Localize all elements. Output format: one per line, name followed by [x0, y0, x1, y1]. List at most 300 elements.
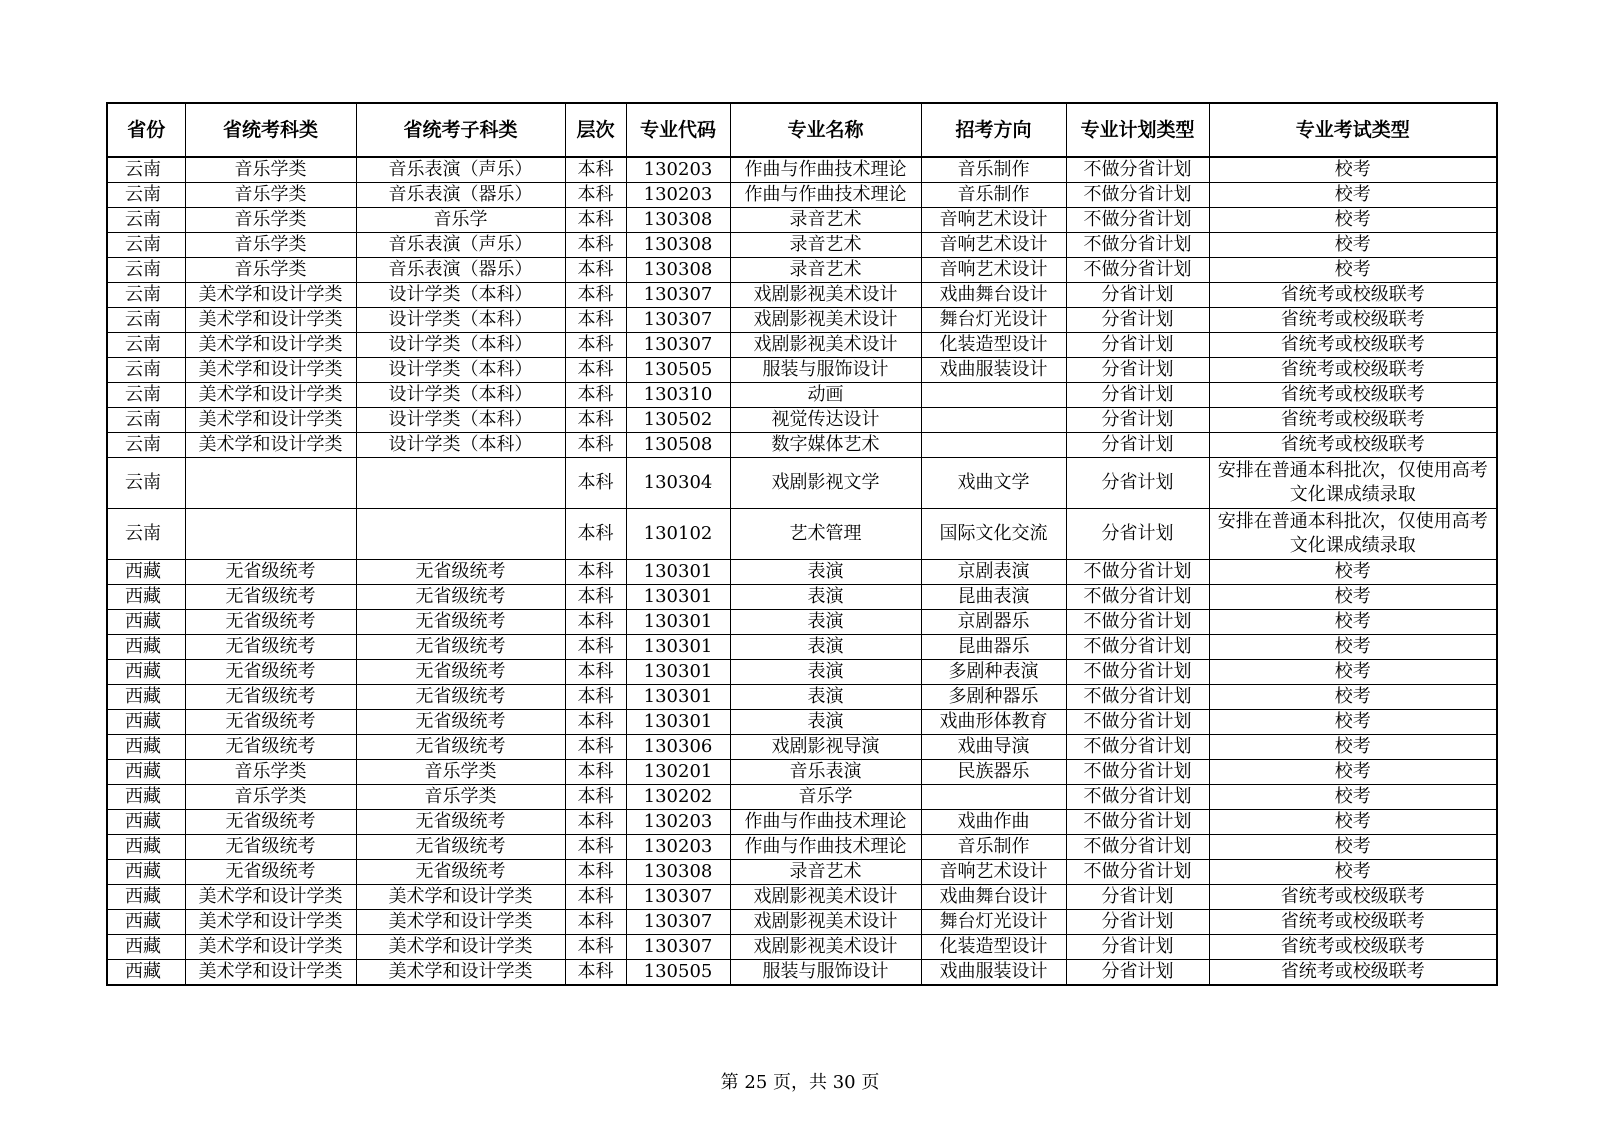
level-cell: 本科: [565, 157, 626, 183]
level-cell: 本科: [565, 433, 626, 458]
exam-subcategory-cell: 美术学和设计学类: [356, 885, 565, 910]
table-row: [107, 233, 1497, 258]
major-name-cell: 表演: [730, 560, 921, 585]
level-cell: 本科: [565, 358, 626, 383]
major-code-cell: 130201: [626, 760, 730, 785]
major-code-cell: 130308: [626, 233, 730, 258]
major-name-cell: 作曲与作曲技术理论: [730, 810, 921, 835]
level-cell: 本科: [565, 458, 626, 509]
direction-cell: 音响艺术设计: [921, 233, 1066, 258]
table-row: [107, 208, 1497, 233]
plan-type-cell: 不做分省计划: [1066, 585, 1209, 610]
table-row: [107, 960, 1497, 986]
exam-type-cell: 校考: [1209, 233, 1497, 258]
major-code-cell: 130301: [626, 710, 730, 735]
major-name-cell: 服装与服饰设计: [730, 358, 921, 383]
plan-type-cell: 不做分省计划: [1066, 810, 1209, 835]
exam-subcategory-cell: 音乐学类: [356, 785, 565, 810]
exam-type-cell: 安排在普通本科批次，仅使用高考文化课成绩录取: [1209, 458, 1497, 509]
plan-type-cell: 不做分省计划: [1066, 760, 1209, 785]
table-row: [107, 585, 1497, 610]
direction-cell: [921, 433, 1066, 458]
level-cell: 本科: [565, 935, 626, 960]
direction-cell: 民族器乐: [921, 760, 1066, 785]
plan-type-cell: 不做分省计划: [1066, 710, 1209, 735]
exam-category-cell: [185, 458, 356, 509]
direction-cell: 舞台灯光设计: [921, 308, 1066, 333]
major-name-cell: 数字媒体艺术: [730, 433, 921, 458]
province-cell: 云南: [107, 433, 185, 458]
plan-type-cell: 分省计划: [1066, 509, 1209, 560]
exam-type-cell: 校考: [1209, 860, 1497, 885]
major-code-cell: 130301: [626, 585, 730, 610]
exam-type-cell: 省统考或校级联考: [1209, 433, 1497, 458]
table-row: [107, 383, 1497, 408]
major-code-cell: 130301: [626, 560, 730, 585]
major-name-cell: 录音艺术: [730, 860, 921, 885]
exam-category-cell: 美术学和设计学类: [185, 910, 356, 935]
exam-type-cell: 校考: [1209, 635, 1497, 660]
direction-cell: 音乐制作: [921, 157, 1066, 183]
exam-subcategory-cell: 无省级统考: [356, 560, 565, 585]
exam-category-cell: 音乐学类: [185, 208, 356, 233]
province-cell: 云南: [107, 233, 185, 258]
major-code-cell: 130502: [626, 408, 730, 433]
exam-type-cell: 省统考或校级联考: [1209, 333, 1497, 358]
header-plan-type: 专业计划类型: [1066, 103, 1209, 157]
plan-type-cell: 不做分省计划: [1066, 233, 1209, 258]
level-cell: 本科: [565, 860, 626, 885]
province-cell: 云南: [107, 333, 185, 358]
direction-cell: 昆曲表演: [921, 585, 1066, 610]
exam-category-cell: 美术学和设计学类: [185, 333, 356, 358]
exam-category-cell: 无省级统考: [185, 685, 356, 710]
exam-category-cell: 无省级统考: [185, 660, 356, 685]
major-code-cell: 130301: [626, 610, 730, 635]
plan-type-cell: 不做分省计划: [1066, 610, 1209, 635]
level-cell: 本科: [565, 208, 626, 233]
major-name-cell: 戏剧影视美术设计: [730, 885, 921, 910]
level-cell: 本科: [565, 785, 626, 810]
major-code-cell: 130508: [626, 433, 730, 458]
exam-category-cell: 无省级统考: [185, 635, 356, 660]
table-header-row: [107, 103, 1497, 157]
direction-cell: 化装造型设计: [921, 333, 1066, 358]
level-cell: 本科: [565, 635, 626, 660]
plan-type-cell: 不做分省计划: [1066, 785, 1209, 810]
exam-type-cell: 省统考或校级联考: [1209, 960, 1497, 986]
exam-category-cell: 无省级统考: [185, 560, 356, 585]
major-code-cell: 130304: [626, 458, 730, 509]
table-row: [107, 283, 1497, 308]
level-cell: 本科: [565, 910, 626, 935]
major-name-cell: 服装与服饰设计: [730, 960, 921, 986]
exam-category-cell: 无省级统考: [185, 860, 356, 885]
level-cell: 本科: [565, 660, 626, 685]
plan-type-cell: 不做分省计划: [1066, 860, 1209, 885]
plan-type-cell: 分省计划: [1066, 433, 1209, 458]
table-row: [107, 735, 1497, 760]
exam-type-cell: 安排在普通本科批次，仅使用高考文化课成绩录取: [1209, 509, 1497, 560]
exam-subcategory-cell: 设计学类（本科）: [356, 333, 565, 358]
major-name-cell: 表演: [730, 685, 921, 710]
major-name-cell: 音乐学: [730, 785, 921, 810]
exam-subcategory-cell: 美术学和设计学类: [356, 935, 565, 960]
exam-category-cell: 美术学和设计学类: [185, 408, 356, 433]
plan-type-cell: 分省计划: [1066, 910, 1209, 935]
level-cell: 本科: [565, 333, 626, 358]
level-cell: 本科: [565, 283, 626, 308]
major-code-cell: 130308: [626, 860, 730, 885]
level-cell: 本科: [565, 585, 626, 610]
table-row: [107, 433, 1497, 458]
level-cell: 本科: [565, 509, 626, 560]
direction-cell: 化装造型设计: [921, 935, 1066, 960]
direction-cell: [921, 408, 1066, 433]
exam-subcategory-cell: 音乐表演（器乐）: [356, 258, 565, 283]
table-row: [107, 885, 1497, 910]
major-code-cell: 130307: [626, 910, 730, 935]
province-cell: 云南: [107, 157, 185, 183]
table-row: [107, 358, 1497, 383]
plan-type-cell: 不做分省计划: [1066, 635, 1209, 660]
direction-cell: 戏曲舞台设计: [921, 283, 1066, 308]
province-cell: 西藏: [107, 685, 185, 710]
exam-type-cell: 校考: [1209, 258, 1497, 283]
table-row: [107, 560, 1497, 585]
major-name-cell: 戏剧影视文学: [730, 458, 921, 509]
exam-subcategory-cell: 音乐学类: [356, 760, 565, 785]
table-row: [107, 660, 1497, 685]
major-name-cell: 作曲与作曲技术理论: [730, 183, 921, 208]
major-code-cell: 130307: [626, 935, 730, 960]
header-level: 层次: [565, 103, 626, 157]
province-cell: 西藏: [107, 560, 185, 585]
exam-subcategory-cell: 音乐表演（声乐）: [356, 233, 565, 258]
exam-subcategory-cell: 无省级统考: [356, 810, 565, 835]
exam-type-cell: 校考: [1209, 208, 1497, 233]
major-name-cell: 视觉传达设计: [730, 408, 921, 433]
exam-subcategory-cell: [356, 458, 565, 509]
table-row: [107, 308, 1497, 333]
table-row: [107, 458, 1497, 509]
exam-type-cell: 校考: [1209, 685, 1497, 710]
exam-category-cell: 美术学和设计学类: [185, 885, 356, 910]
major-code-cell: 130306: [626, 735, 730, 760]
exam-subcategory-cell: 设计学类（本科）: [356, 433, 565, 458]
exam-category-cell: 无省级统考: [185, 835, 356, 860]
level-cell: 本科: [565, 308, 626, 333]
exam-category-cell: 无省级统考: [185, 585, 356, 610]
table-row: [107, 935, 1497, 960]
exam-category-cell: 音乐学类: [185, 183, 356, 208]
admissions-table: [106, 102, 1498, 986]
plan-type-cell: 分省计划: [1066, 885, 1209, 910]
major-code-cell: 130203: [626, 810, 730, 835]
exam-type-cell: 校考: [1209, 560, 1497, 585]
plan-type-cell: 不做分省计划: [1066, 183, 1209, 208]
exam-subcategory-cell: 设计学类（本科）: [356, 383, 565, 408]
exam-category-cell: 无省级统考: [185, 610, 356, 635]
level-cell: 本科: [565, 885, 626, 910]
table-row: [107, 710, 1497, 735]
exam-subcategory-cell: 美术学和设计学类: [356, 910, 565, 935]
exam-subcategory-cell: 无省级统考: [356, 835, 565, 860]
table-row: [107, 183, 1497, 208]
exam-subcategory-cell: 音乐学: [356, 208, 565, 233]
exam-subcategory-cell: 无省级统考: [356, 585, 565, 610]
plan-type-cell: 不做分省计划: [1066, 735, 1209, 760]
plan-type-cell: 不做分省计划: [1066, 835, 1209, 860]
major-name-cell: 录音艺术: [730, 258, 921, 283]
exam-subcategory-cell: 设计学类（本科）: [356, 408, 565, 433]
table-row: [107, 408, 1497, 433]
exam-subcategory-cell: 无省级统考: [356, 635, 565, 660]
exam-category-cell: 美术学和设计学类: [185, 433, 356, 458]
direction-cell: 昆曲器乐: [921, 635, 1066, 660]
exam-category-cell: 美术学和设计学类: [185, 358, 356, 383]
table-row: [107, 258, 1497, 283]
table-row: [107, 785, 1497, 810]
direction-cell: 音响艺术设计: [921, 208, 1066, 233]
exam-category-cell: 美术学和设计学类: [185, 935, 356, 960]
exam-subcategory-cell: 无省级统考: [356, 685, 565, 710]
major-name-cell: 戏剧影视美术设计: [730, 935, 921, 960]
exam-type-cell: 校考: [1209, 835, 1497, 860]
table-row: [107, 685, 1497, 710]
exam-subcategory-cell: 无省级统考: [356, 610, 565, 635]
table-row: [107, 509, 1497, 560]
major-code-cell: 130310: [626, 383, 730, 408]
province-cell: 西藏: [107, 710, 185, 735]
major-name-cell: 艺术管理: [730, 509, 921, 560]
exam-type-cell: 省统考或校级联考: [1209, 935, 1497, 960]
major-name-cell: 戏剧影视美术设计: [730, 333, 921, 358]
level-cell: 本科: [565, 408, 626, 433]
level-cell: 本科: [565, 810, 626, 835]
exam-category-cell: [185, 509, 356, 560]
major-code-cell: 130307: [626, 885, 730, 910]
province-cell: 云南: [107, 283, 185, 308]
plan-type-cell: 分省计划: [1066, 308, 1209, 333]
major-name-cell: 表演: [730, 585, 921, 610]
exam-category-cell: 无省级统考: [185, 735, 356, 760]
province-cell: 西藏: [107, 960, 185, 986]
direction-cell: 国际文化交流: [921, 509, 1066, 560]
exam-subcategory-cell: 音乐表演（器乐）: [356, 183, 565, 208]
major-code-cell: 130308: [626, 208, 730, 233]
plan-type-cell: 分省计划: [1066, 935, 1209, 960]
province-cell: 西藏: [107, 810, 185, 835]
major-name-cell: 动画: [730, 383, 921, 408]
exam-category-cell: 音乐学类: [185, 258, 356, 283]
major-name-cell: 表演: [730, 660, 921, 685]
plan-type-cell: 分省计划: [1066, 408, 1209, 433]
level-cell: 本科: [565, 710, 626, 735]
level-cell: 本科: [565, 685, 626, 710]
plan-type-cell: 分省计划: [1066, 283, 1209, 308]
exam-category-cell: 无省级统考: [185, 710, 356, 735]
level-cell: 本科: [565, 183, 626, 208]
direction-cell: 音乐制作: [921, 183, 1066, 208]
plan-type-cell: 不做分省计划: [1066, 660, 1209, 685]
province-cell: 西藏: [107, 735, 185, 760]
exam-subcategory-cell: 音乐表演（声乐）: [356, 157, 565, 183]
exam-category-cell: 无省级统考: [185, 810, 356, 835]
major-code-cell: 130202: [626, 785, 730, 810]
major-name-cell: 作曲与作曲技术理论: [730, 157, 921, 183]
major-name-cell: 表演: [730, 610, 921, 635]
province-cell: 西藏: [107, 660, 185, 685]
exam-category-cell: 美术学和设计学类: [185, 383, 356, 408]
exam-type-cell: 校考: [1209, 157, 1497, 183]
exam-type-cell: 校考: [1209, 710, 1497, 735]
major-code-cell: 130301: [626, 660, 730, 685]
header-major-name: 专业名称: [730, 103, 921, 157]
level-cell: 本科: [565, 233, 626, 258]
exam-subcategory-cell: [356, 509, 565, 560]
plan-type-cell: 分省计划: [1066, 333, 1209, 358]
major-code-cell: 130308: [626, 258, 730, 283]
exam-type-cell: 校考: [1209, 183, 1497, 208]
province-cell: 云南: [107, 258, 185, 283]
province-cell: 云南: [107, 183, 185, 208]
exam-category-cell: 音乐学类: [185, 157, 356, 183]
province-cell: 云南: [107, 383, 185, 408]
level-cell: 本科: [565, 835, 626, 860]
exam-category-cell: 美术学和设计学类: [185, 960, 356, 986]
province-cell: 西藏: [107, 910, 185, 935]
major-name-cell: 录音艺术: [730, 233, 921, 258]
exam-category-cell: 音乐学类: [185, 233, 356, 258]
exam-category-cell: 音乐学类: [185, 785, 356, 810]
province-cell: 云南: [107, 509, 185, 560]
plan-type-cell: 分省计划: [1066, 383, 1209, 408]
exam-subcategory-cell: 无省级统考: [356, 710, 565, 735]
province-cell: 西藏: [107, 635, 185, 660]
exam-type-cell: 校考: [1209, 610, 1497, 635]
header-major-code: 专业代码: [626, 103, 730, 157]
exam-type-cell: 省统考或校级联考: [1209, 308, 1497, 333]
major-name-cell: 表演: [730, 635, 921, 660]
major-code-cell: 130301: [626, 635, 730, 660]
province-cell: 云南: [107, 208, 185, 233]
plan-type-cell: 不做分省计划: [1066, 258, 1209, 283]
province-cell: 西藏: [107, 610, 185, 635]
header-exam-type: 专业考试类型: [1209, 103, 1497, 157]
major-name-cell: 音乐表演: [730, 760, 921, 785]
province-cell: 云南: [107, 358, 185, 383]
exam-type-cell: 校考: [1209, 785, 1497, 810]
exam-category-cell: 美术学和设计学类: [185, 283, 356, 308]
direction-cell: 戏曲服装设计: [921, 960, 1066, 986]
province-cell: 西藏: [107, 585, 185, 610]
direction-cell: [921, 785, 1066, 810]
direction-cell: 音响艺术设计: [921, 258, 1066, 283]
province-cell: 云南: [107, 458, 185, 509]
exam-type-cell: 省统考或校级联考: [1209, 408, 1497, 433]
exam-type-cell: 省统考或校级联考: [1209, 283, 1497, 308]
direction-cell: 戏曲形体教育: [921, 710, 1066, 735]
major-code-cell: 130102: [626, 509, 730, 560]
plan-type-cell: 不做分省计划: [1066, 560, 1209, 585]
plan-type-cell: 不做分省计划: [1066, 208, 1209, 233]
direction-cell: 戏曲导演: [921, 735, 1066, 760]
exam-type-cell: 校考: [1209, 735, 1497, 760]
province-cell: 西藏: [107, 760, 185, 785]
major-name-cell: 戏剧影视美术设计: [730, 910, 921, 935]
table-row: [107, 333, 1497, 358]
major-code-cell: 130505: [626, 358, 730, 383]
major-code-cell: 130505: [626, 960, 730, 986]
major-name-cell: 录音艺术: [730, 208, 921, 233]
header-direction: 招考方向: [921, 103, 1066, 157]
direction-cell: 戏曲作曲: [921, 810, 1066, 835]
level-cell: 本科: [565, 960, 626, 986]
header-exam-subcategory: 省统考子科类: [356, 103, 565, 157]
exam-type-cell: 省统考或校级联考: [1209, 910, 1497, 935]
level-cell: 本科: [565, 383, 626, 408]
province-cell: 西藏: [107, 835, 185, 860]
level-cell: 本科: [565, 560, 626, 585]
major-code-cell: 130301: [626, 685, 730, 710]
exam-type-cell: 校考: [1209, 810, 1497, 835]
exam-subcategory-cell: 设计学类（本科）: [356, 308, 565, 333]
table-row: [107, 157, 1497, 183]
direction-cell: 音响艺术设计: [921, 860, 1066, 885]
exam-subcategory-cell: 无省级统考: [356, 860, 565, 885]
table-row: [107, 835, 1497, 860]
page-number: 第 25 页，共 30 页: [720, 1072, 880, 1093]
direction-cell: 戏曲舞台设计: [921, 885, 1066, 910]
major-name-cell: 作曲与作曲技术理论: [730, 835, 921, 860]
direction-cell: 戏曲服装设计: [921, 358, 1066, 383]
exam-type-cell: 省统考或校级联考: [1209, 358, 1497, 383]
table-row: [107, 810, 1497, 835]
level-cell: 本科: [565, 735, 626, 760]
direction-cell: 音乐制作: [921, 835, 1066, 860]
major-code-cell: 130307: [626, 283, 730, 308]
exam-category-cell: 美术学和设计学类: [185, 308, 356, 333]
direction-cell: 舞台灯光设计: [921, 910, 1066, 935]
exam-type-cell: 校考: [1209, 760, 1497, 785]
exam-subcategory-cell: 设计学类（本科）: [356, 283, 565, 308]
major-code-cell: 130203: [626, 835, 730, 860]
header-exam-category: 省统考科类: [185, 103, 356, 157]
plan-type-cell: 分省计划: [1066, 960, 1209, 986]
province-cell: 西藏: [107, 785, 185, 810]
table-row: [107, 860, 1497, 885]
major-code-cell: 130307: [626, 308, 730, 333]
level-cell: 本科: [565, 610, 626, 635]
major-name-cell: 戏剧影视美术设计: [730, 308, 921, 333]
exam-subcategory-cell: 无省级统考: [356, 660, 565, 685]
province-cell: 云南: [107, 308, 185, 333]
province-cell: 西藏: [107, 935, 185, 960]
major-code-cell: 130203: [626, 157, 730, 183]
header-province: 省份: [107, 103, 185, 157]
level-cell: 本科: [565, 258, 626, 283]
major-name-cell: 戏剧影视美术设计: [730, 283, 921, 308]
plan-type-cell: 分省计划: [1066, 358, 1209, 383]
direction-cell: [921, 383, 1066, 408]
province-cell: 云南: [107, 408, 185, 433]
direction-cell: 京剧表演: [921, 560, 1066, 585]
major-name-cell: 表演: [730, 710, 921, 735]
province-cell: 西藏: [107, 885, 185, 910]
major-name-cell: 戏剧影视导演: [730, 735, 921, 760]
exam-type-cell: 省统考或校级联考: [1209, 383, 1497, 408]
